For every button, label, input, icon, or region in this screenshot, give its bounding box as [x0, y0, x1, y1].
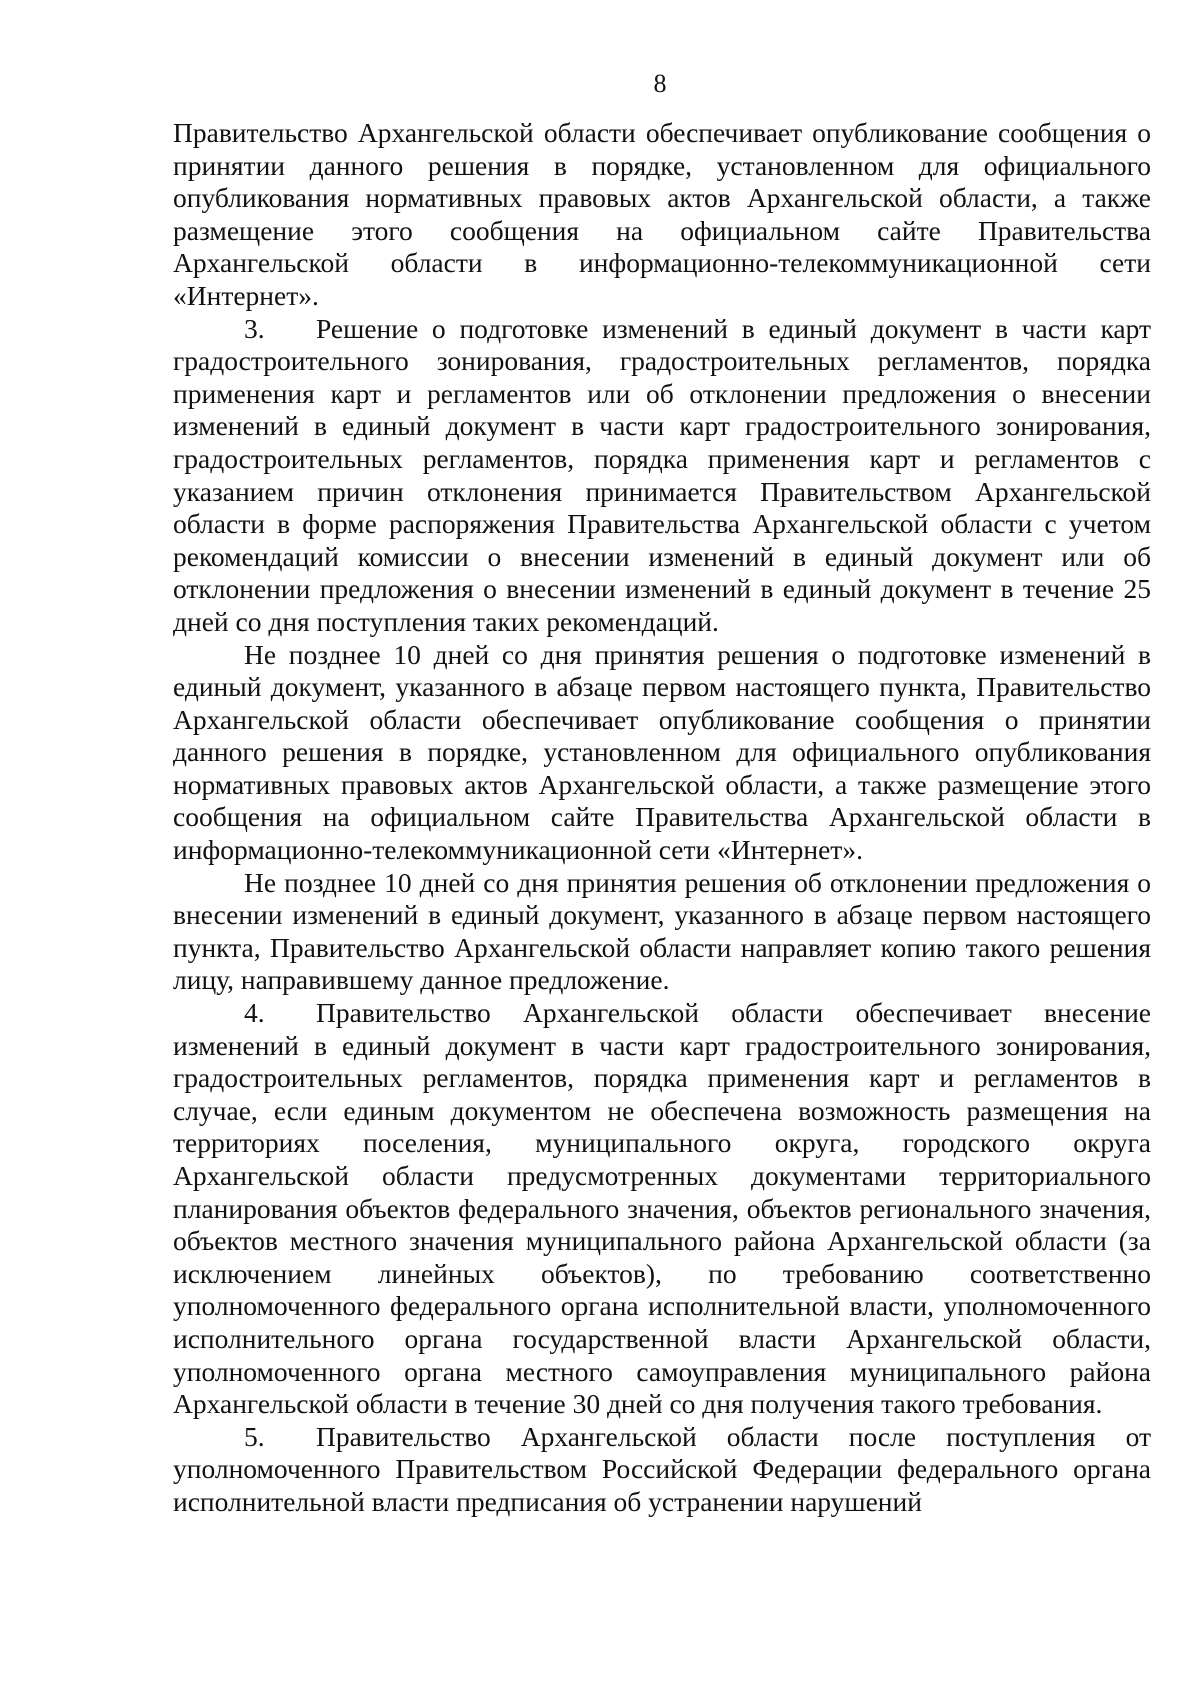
paragraph-item-4 — [173, 997, 1151, 1421]
paragraph-text: Не позднее 10 дней со дня принятия решения о подготовке изменений в единый документ, указанного в абзаце первом настоящего пункта, Правительство Архангельской области обеспечивает опубликование сообщения о принятии данного решения в порядке, установленном для официального опубликования нормативных правовых актов Архангельской области, а также размещение этого сообщения на официальном сайте Правительства Архангельской области в информационно-телекоммуникационной сети «Интернет». — [173, 638, 1151, 866]
paragraph-continuation — [173, 117, 1151, 313]
paragraph — [173, 639, 1151, 867]
paragraph-item-5 — [173, 1421, 1151, 1519]
paragraph-item-3 — [173, 313, 1151, 639]
paragraph-text: Не позднее 10 дней со дня принятия решения об отклонении предложения о внесении изменений в единый документ, указанного в абзаце первом настоящего пункта, Правительство Архангельской области направляет копию такого решения лицу, направившему данное предложение. — [173, 866, 1151, 996]
document-body — [173, 117, 1151, 1519]
paragraph — [173, 867, 1151, 997]
item-number: 5. — [244, 1420, 265, 1452]
item-number: 3. — [244, 312, 265, 344]
paragraph-text: Правительство Архангельской области обеспечивает внесение изменений в единый документ в части карт градостроительного зонирования, градостроительных регламентов, порядка применения карт и регламентов в случае, если единым документом не обеспечена возможность размещения на территориях поселения, муниципального округа, городского округа Архангельской области предусмотренных документами территориального планирования объектов федерального значения, объектов регионального значения, объектов местного значения муниципального района Архангельской области (за исключением линейных объектов), по требованию соответственно уполномоченного федерального органа исполнительной власти, уполномоченного исполнительного органа государственной власти Архангельской области, уполномоченного органа местного самоуправления муниципального района Архангельской области в течение 30 дней со дня получения такого требования. — [173, 997, 1151, 1420]
paragraph-text: Решение о подготовке изменений в единый документ в части карт градостроительного зонирования, градостроительных регламентов, порядка применения карт и регламентов или об отклонении предложения о внесении изменений в единый документ в части карт градостроительного зонирования, градостроительных регламентов, порядка применения карт и регламентов с указанием причин отклонения принимается Правительством Архангельской области в форме распоряжения Правительства Архангельской области с учетом рекомендаций комиссии о внесении изменений в единый документ или об отклонении предложения о внесении изменений в единый документ в течение 25 дней со дня поступления таких рекомендаций. — [173, 312, 1151, 637]
paragraph-text: Правительство Архангельской области обеспечивает опубликование сообщения о принятии данного решения в порядке, установленном для официального опубликования нормативных правовых актов Архангельской области, а также размещение этого сообщения на официальном сайте Правительства Архангельской области в информационно-телекоммуникационной сети «Интернет». — [173, 117, 1151, 311]
paragraph-text: Правительство Архангельской области после поступления от уполномоченного Правительством Российской Федерации федерального органа исполнительной власти предписания об устранении нарушений — [173, 1420, 1151, 1517]
page-number: 8 — [653, 69, 667, 98]
item-number: 4. — [244, 997, 265, 1029]
